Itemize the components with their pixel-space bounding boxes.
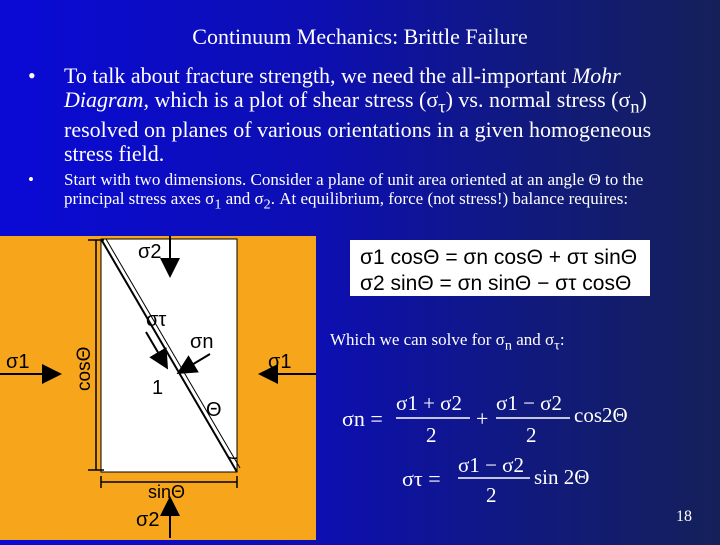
sigma-n-cos-term: cos2Θ	[574, 403, 628, 427]
page-number: 18	[676, 508, 692, 525]
equation-2: σ2 sinΘ = σn sinΘ − στ cosΘ	[360, 272, 632, 295]
bullet-marker: •	[28, 63, 36, 88]
solution-equations	[330, 380, 660, 510]
sigma-tau-denominator: 2	[486, 483, 497, 507]
label-sigma1-left: σ1	[6, 351, 30, 373]
label-sigma2-top: σ2	[138, 241, 162, 263]
slide-title: Continuum Mechanics: Brittle Failure	[192, 24, 528, 49]
label-unit-length: 1	[152, 377, 164, 399]
sigma-n-lhs: σn =	[342, 406, 383, 431]
bullet-mohr-diagram	[28, 64, 700, 166]
equation-1: σ1 cosΘ = σn cosΘ + στ sinΘ	[360, 246, 638, 269]
sigma-n-numerator-2: σ1 − σ2	[496, 391, 562, 415]
label-theta: Θ	[206, 399, 222, 421]
stress-diagram	[0, 236, 316, 540]
sigma-tau-sin-term: sin 2Θ	[534, 465, 590, 489]
label-sigma-tau: στ	[146, 309, 167, 331]
sigma-n-denominator-2: 2	[526, 423, 537, 447]
equilibrium-equations-box	[350, 240, 650, 296]
bullet-text: To talk about fracture strength, we need the all-important Mohr Diagram, which is a plot of shear stress $(\sigma_\tau)$ vs. normal stress $(\sigma_n)$ resolved on planes of various orientations in a given homogeneous stress field.	[64, 63, 652, 167]
label-sin-theta: sinΘ	[148, 482, 186, 502]
solve-caption: Which we can solve for $\sigma_n$ and $\sigma_\tau$:	[330, 330, 565, 354]
stress-diagram-panel	[0, 236, 316, 540]
sigma-tau-numerator: σ1 − σ2	[458, 453, 524, 477]
sigma-tau-lhs: στ =	[402, 466, 441, 491]
plus-sign: +	[476, 406, 489, 431]
label-sigma-n: σn	[190, 331, 214, 353]
label-cos-theta: cosΘ	[74, 346, 95, 391]
sigma-n-denominator-1: 2	[426, 423, 437, 447]
bullet-marker: •	[28, 170, 34, 189]
label-sigma2-bottom: σ2	[136, 509, 160, 531]
label-sigma1-right: σ1	[268, 351, 292, 373]
sigma-n-numerator-1: σ1 + σ2	[396, 391, 462, 415]
bullet-two-dimensions	[28, 170, 700, 214]
bullet-text: Start with two dimensions. Consider a plane of unit area oriented at an angle Θ to the principal stress axes $\sigma_1$ and $\sigma_2$. At equilibrium, force (not stress!) balance requires:	[64, 170, 644, 213]
